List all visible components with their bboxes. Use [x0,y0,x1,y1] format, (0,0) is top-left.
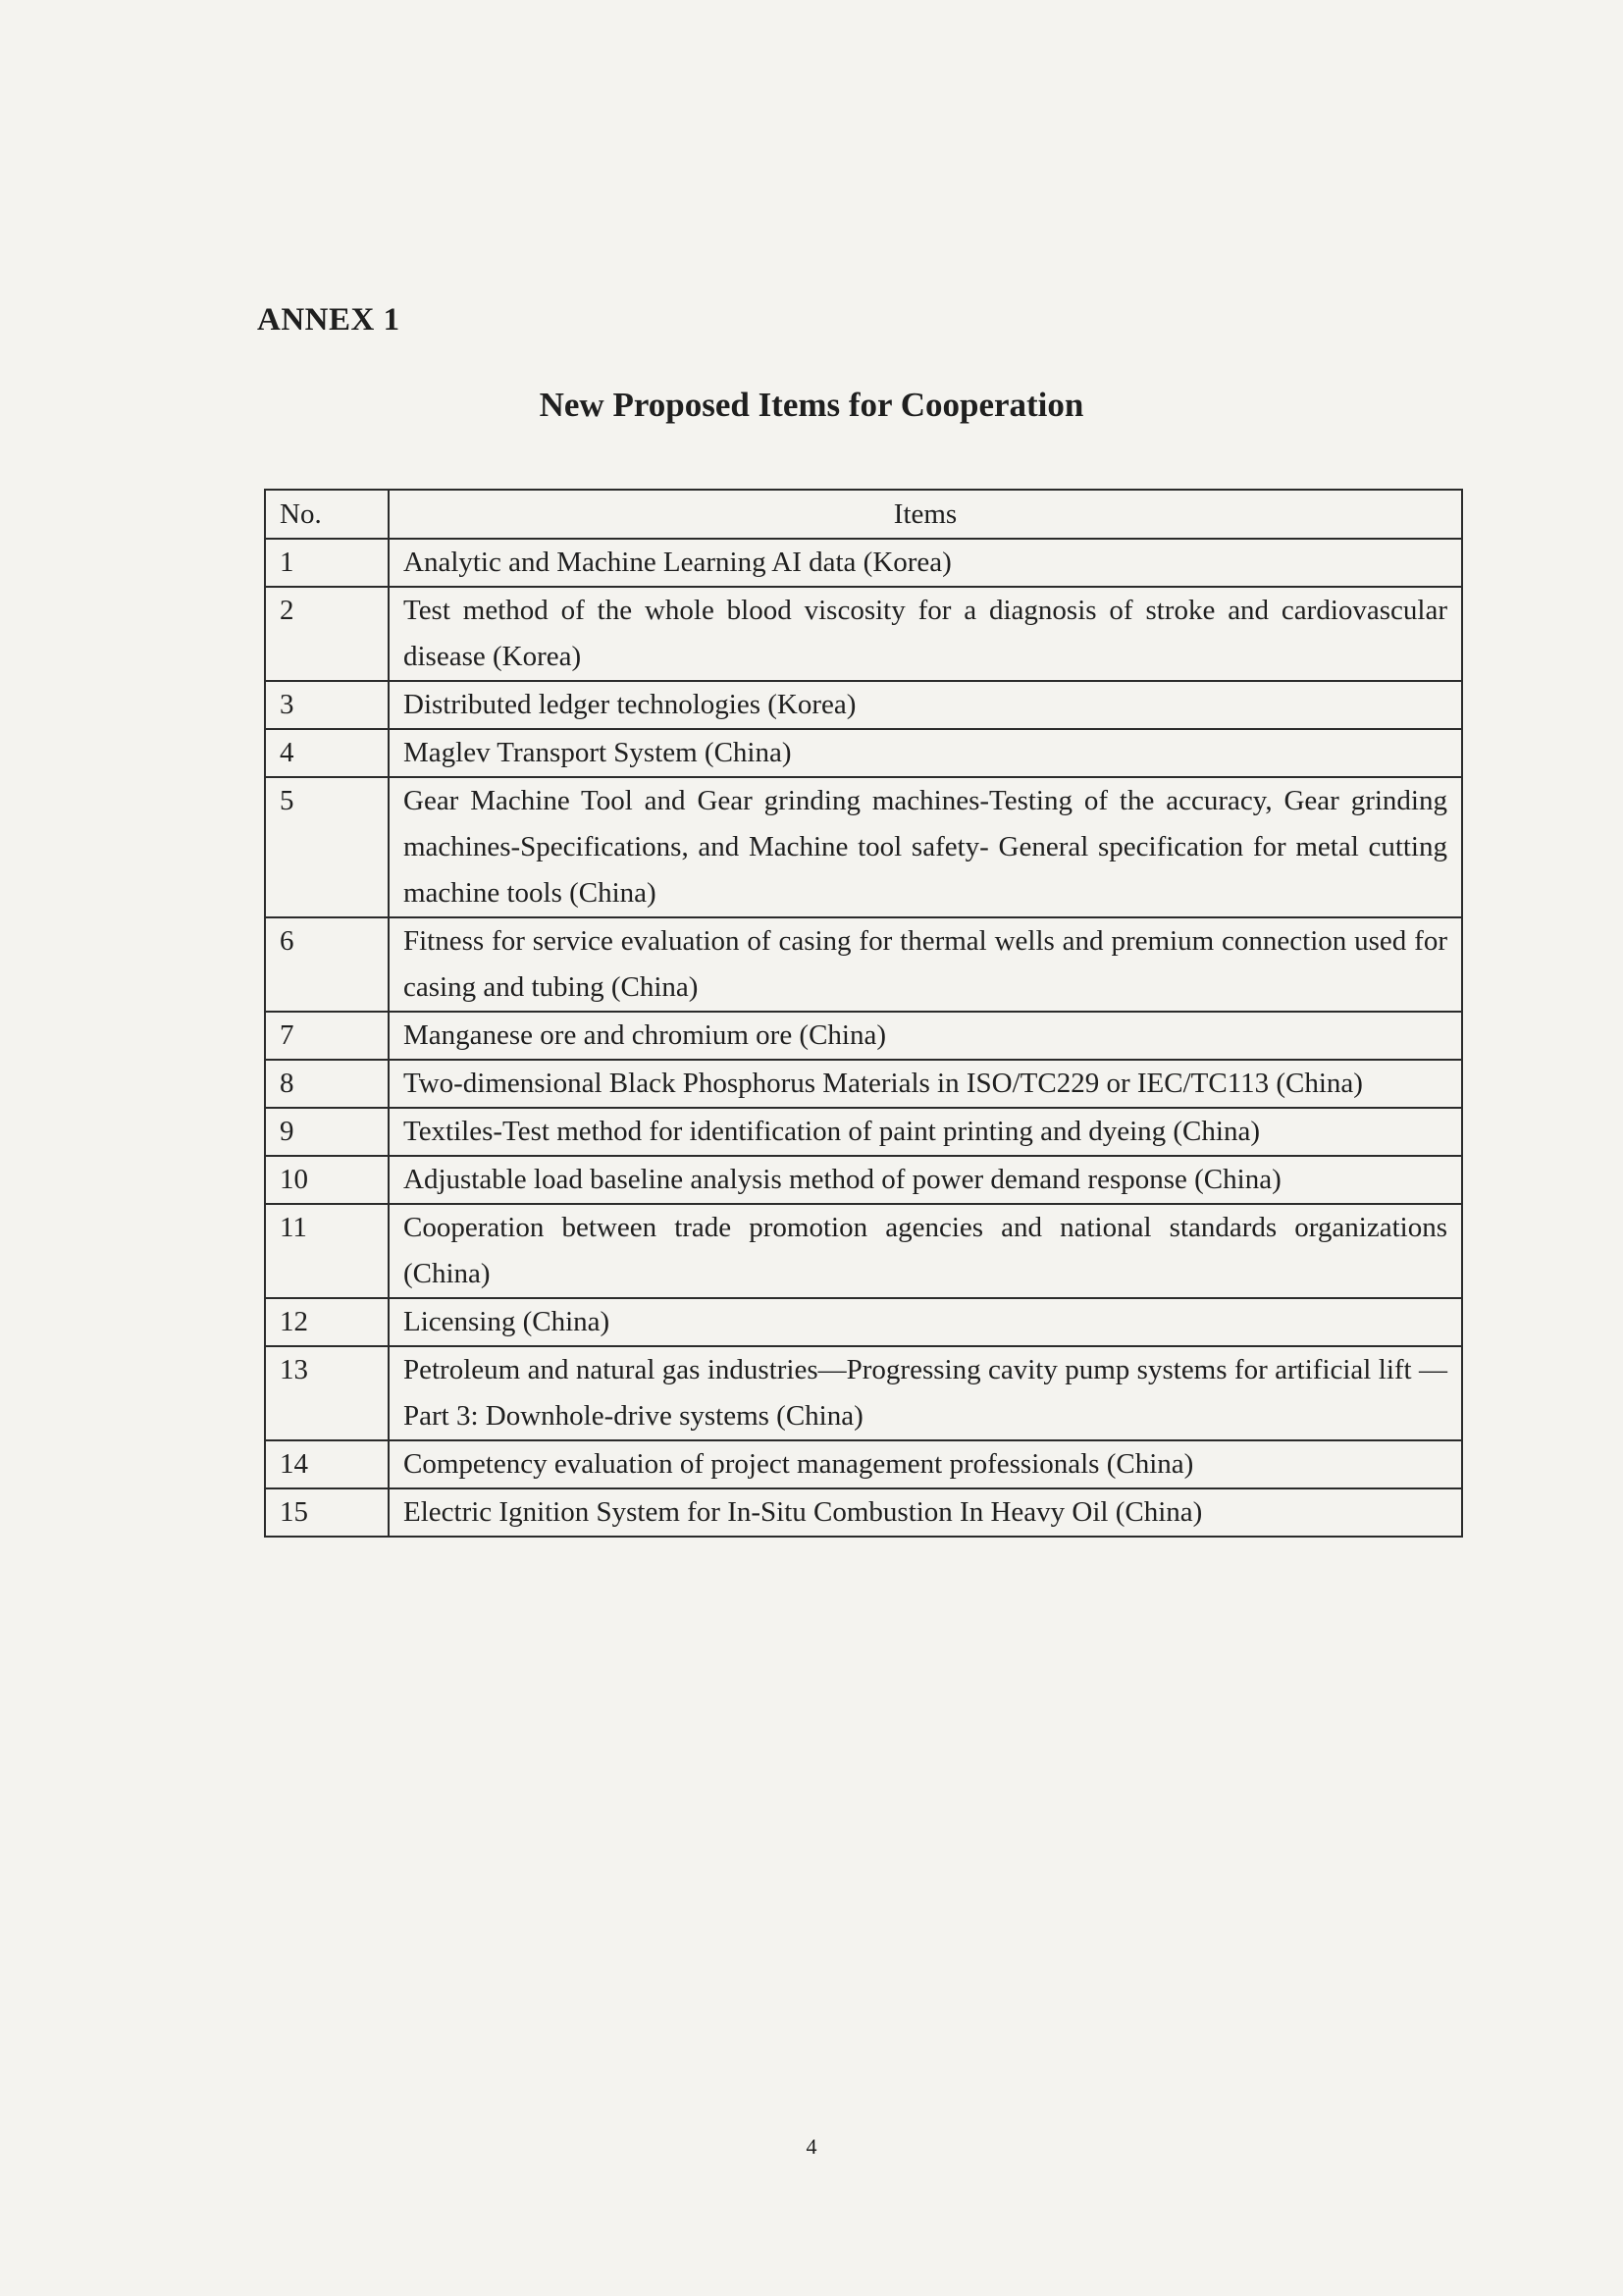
row-number: 11 [265,1204,389,1298]
table-body [265,539,1462,1537]
row-number: 5 [265,777,389,917]
row-item: Analytic and Machine Learning AI data (Korea) [389,539,1462,587]
table-row [265,1108,1462,1156]
row-number: 15 [265,1488,389,1537]
page-number: 4 [806,2134,817,2159]
column-header-items: Items [389,490,1462,539]
row-number: 13 [265,1346,389,1440]
row-item: Test method of the whole blood viscosity for a diagnosis of stroke and cardiovascular disease (Korea) [389,587,1462,681]
table-row [265,917,1462,1012]
row-number: 10 [265,1156,389,1204]
table-row [265,681,1462,729]
row-number: 12 [265,1298,389,1346]
row-number: 2 [265,587,389,681]
table-row [265,1204,1462,1298]
page-title: New Proposed Items for Cooperation [539,386,1084,424]
table-row [265,1012,1462,1060]
table-row [265,1298,1462,1346]
table-header-row [265,490,1462,539]
table-row [265,777,1462,917]
row-item: Adjustable load baseline analysis method of power demand response (China) [389,1156,1462,1204]
items-table [264,489,1463,1538]
row-number: 8 [265,1060,389,1108]
row-item: Two-dimensional Black Phosphorus Materials in ISO/TC229 or IEC/TC113 (China) [389,1060,1462,1108]
row-number: 6 [265,917,389,1012]
table-row [265,1346,1462,1440]
table-row [265,1440,1462,1488]
row-item: Competency evaluation of project management professionals (China) [389,1440,1462,1488]
column-header-no: No. [265,490,389,539]
row-number: 14 [265,1440,389,1488]
row-item: Manganese ore and chromium ore (China) [389,1012,1462,1060]
table-row [265,1060,1462,1108]
row-item: Distributed ledger technologies (Korea) [389,681,1462,729]
row-item: Gear Machine Tool and Gear grinding machines-Testing of the accuracy, Gear grinding machines-Specifications, and Machine tool safety- General specification for metal cutting machine tools (China) [389,777,1462,917]
row-number: 4 [265,729,389,777]
row-item: Maglev Transport System (China) [389,729,1462,777]
row-number: 3 [265,681,389,729]
annex-label: ANNEX 1 [257,302,400,338]
row-item: Electric Ignition System for In-Situ Combustion In Heavy Oil (China) [389,1488,1462,1537]
table-row [265,539,1462,587]
row-number: 7 [265,1012,389,1060]
table-header [265,490,1462,539]
table-row [265,1156,1462,1204]
row-number: 9 [265,1108,389,1156]
row-number: 1 [265,539,389,587]
row-item: Petroleum and natural gas industries—Progressing cavity pump systems for artificial lift — Part 3: Downhole-drive systems (China) [389,1346,1462,1440]
row-item: Textiles-Test method for identification of paint printing and dyeing (China) [389,1108,1462,1156]
table-row [265,729,1462,777]
row-item: Fitness for service evaluation of casing for thermal wells and premium connection used for casing and tubing (China) [389,917,1462,1012]
row-item: Licensing (China) [389,1298,1462,1346]
row-item: Cooperation between trade promotion agencies and national standards organizations (China) [389,1204,1462,1298]
table-row [265,587,1462,681]
table-row [265,1488,1462,1537]
